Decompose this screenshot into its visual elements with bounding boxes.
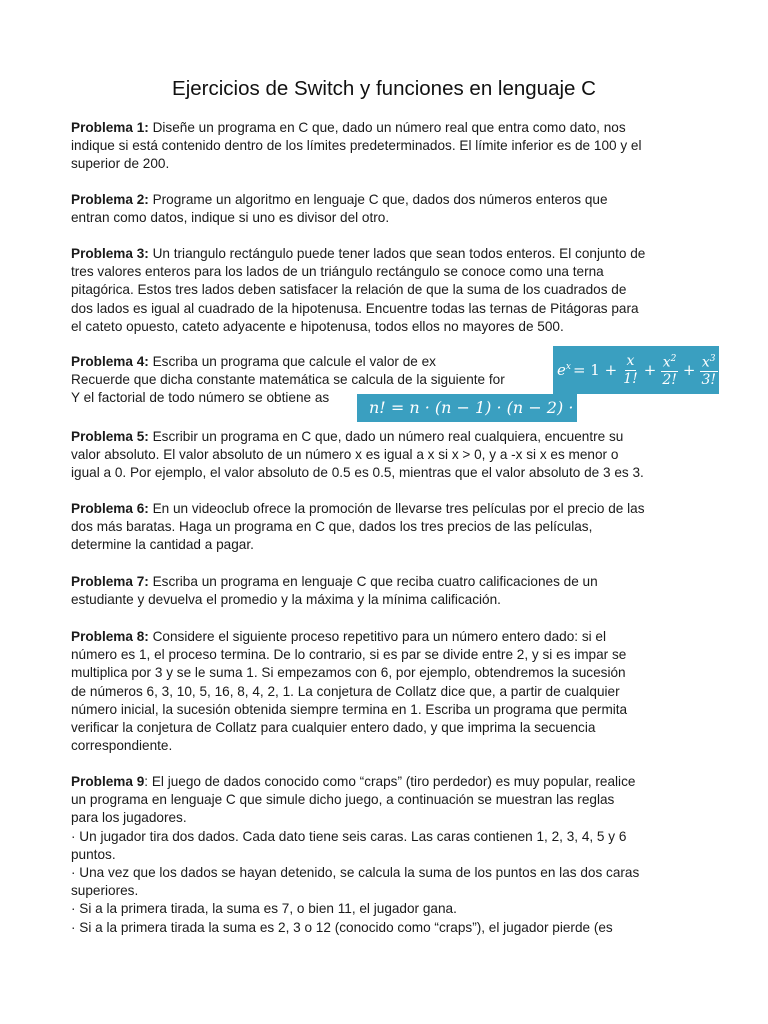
problem-label: Problema 7:: [71, 574, 149, 589]
problem-label: Problema 2:: [71, 192, 149, 207]
formula-operator: + ⋯: [721, 361, 755, 379]
formula-symbol: e: [557, 361, 566, 379]
factorial-formula: n! = n · (n − 1) · (n − 2) · (n − 3) ⋯ 1: [357, 394, 577, 422]
problem-text-line: número es 1, el proceso termina. De lo contrario, si es par se divide entre 2, y si es impar se: [71, 647, 627, 663]
problem-text-line: multiplica por 3 y se le suma 1. Si empezamos con 6, por ejemplo, obtendremos la sucesión: [71, 665, 626, 681]
exponential-series-formula: $e^x$ = 1 + $\frac{x}{1!}$ + $\frac{x^2}{2!}$ + $\frac{x^3}{3!}$ + ⋯: [553, 346, 719, 394]
problem-label: Problema 1:: [71, 120, 149, 135]
problem-text-line: de números 6, 3, 10, 5, 16, 8, 4, 2, 1. La conjetura de Collatz dice que, a partir de cualquier: [71, 683, 620, 699]
problem-text-line: valor absoluto. El valor absoluto de un número x es igual a x si x > 0, y a -x si x es menor o: [71, 447, 619, 463]
formula-fraction: $\frac{x}{1!}$: [623, 352, 638, 387]
problem-text-line: superior de 200.: [71, 156, 170, 172]
formula-fraction: $\frac{x^3}{3!}$: [699, 351, 718, 390]
problem-label: Problema 8:: [71, 629, 149, 644]
problem-text-line: Diseñe un programa en C que, dado un número real que entra como dato, nos: [148, 120, 626, 135]
formula-exponent: x: [565, 362, 571, 372]
problem-label: Problema 5:: [71, 429, 149, 444]
problem-text-line: Recuerde que dicha constante matemática se calcula de la siguiente for: [71, 372, 505, 388]
problem-label: Problema 6:: [71, 501, 149, 516]
document-title: Ejercicios de Switch y funciones en lenguaje C: [172, 77, 596, 100]
problem-1: [71, 119, 697, 174]
problem-7: [71, 573, 697, 609]
problem-text-line: verificar la conjetura de Collatz para cualquier entero dado, y que imprima la secuencia: [71, 720, 596, 736]
problem-label: Problema 3:: [71, 246, 149, 261]
problem-text-line: Escribir un programa en C que, dado un número real cualquiera, encuentre su: [148, 429, 624, 444]
problem-label: Problema 9: [71, 774, 145, 789]
problem-6: [71, 500, 697, 555]
problem-text-line: Un triangulo rectángulo puede tener lados que sean todos enteros. El conjunto de: [148, 246, 646, 261]
problem-text-line: un programa en lenguaje C que simule dicho juego, a continuación se muestran las reglas: [71, 792, 615, 808]
problem-text-line: Escriba un programa en lenguaje C que reciba cuatro calificaciones de un: [148, 574, 598, 589]
problem-text-line: · Una vez que los dados se hayan detenido, se calcula la suma de los puntos en las dos caras: [71, 865, 640, 881]
problem-text-line: : El juego de dados conocido como “craps” (tiro perdedor) es muy popular, realice: [144, 774, 636, 789]
problem-text-line: el cateto opuesto, cateto adyacente e hipotenusa, todos ellos no mayores de 500.: [71, 318, 564, 334]
problem-text-line: · Si a la primera tirada, la suma es 7, o bien 11, el jugador gana.: [71, 901, 457, 917]
problem-text-line: entran como datos, indique si uno es divisor del otro.: [71, 210, 390, 226]
problem-text-line: dos más baratas. Haga un programa en C que, dados los tres precios de las películas,: [71, 519, 593, 535]
problem-text-line: Y el factorial de todo número se obtiene as: [71, 390, 330, 406]
problem-text-line: · Si a la primera tirada la suma es 2, 3 o 12 (conocido como “craps”), el jugador pierde (es: [71, 919, 613, 935]
problem-text-line: estudiante y devuelva el promedio y la máxima y la mínima calificación.: [71, 592, 501, 608]
problem-text-line: indique si está contenido dentro de los límites predeterminados. El límite inferior es de 100 y el: [71, 138, 642, 154]
problem-2: [71, 191, 697, 227]
problem-text-line: superiores.: [71, 883, 139, 899]
problem-text-line: puntos.: [71, 846, 116, 862]
problem-text-line: determine la cantidad a pagar.: [71, 537, 254, 553]
problem-text-line: igual a 0. Por ejemplo, el valor absoluto de 0.5 es 0.5, mientras que el valor absoluto de 3 es 3.: [71, 465, 644, 481]
problem-text-line: dos lados es igual al cuadrado de la hipotenusa. Encuentre todas las ternas de Pitágoras para: [71, 300, 639, 316]
problem-label: Problema 4:: [71, 354, 149, 369]
formula-fraction: $\frac{x^2}{2!}$: [660, 351, 679, 390]
problem-3: [71, 245, 697, 336]
problem-text-line: número inicial, la sucesión obtenida siempre termina en 1. Escriba un programa que permita: [71, 701, 628, 717]
problem-text-line: · Un jugador tira dos dados. Cada dato tiene seis caras. Las caras contienen 1, 2, 3, 4, 5 y 6: [71, 828, 627, 844]
problem-text-line: Escriba un programa que calcule el valor de ex: [148, 354, 436, 369]
problem-text-line: pitagórica. Estos tres lados deben satisfacer la relación de que la suma de los cuadrados de: [71, 282, 627, 298]
formula-operator: = 1 +: [572, 361, 618, 379]
problem-text-line: tres valores enteros para los lados de un triángulo rectángulo se conoce como una terna: [71, 264, 604, 280]
problem-5: [71, 428, 697, 483]
problem-text-line: Considere el siguiente proceso repetitivo para un número entero dado: si el: [148, 629, 606, 644]
problem-text-line: En un videoclub ofrece la promoción de llevarse tres películas por el precio de las: [148, 501, 645, 516]
problem-9: [71, 773, 697, 937]
problem-text-line: Programe un algoritmo en lenguaje C que, dados dos números enteros que: [148, 192, 608, 207]
problem-text-line: correspondiente.: [71, 738, 173, 754]
problem-text-line: para los jugadores.: [71, 810, 187, 826]
problem-8: [71, 628, 697, 755]
